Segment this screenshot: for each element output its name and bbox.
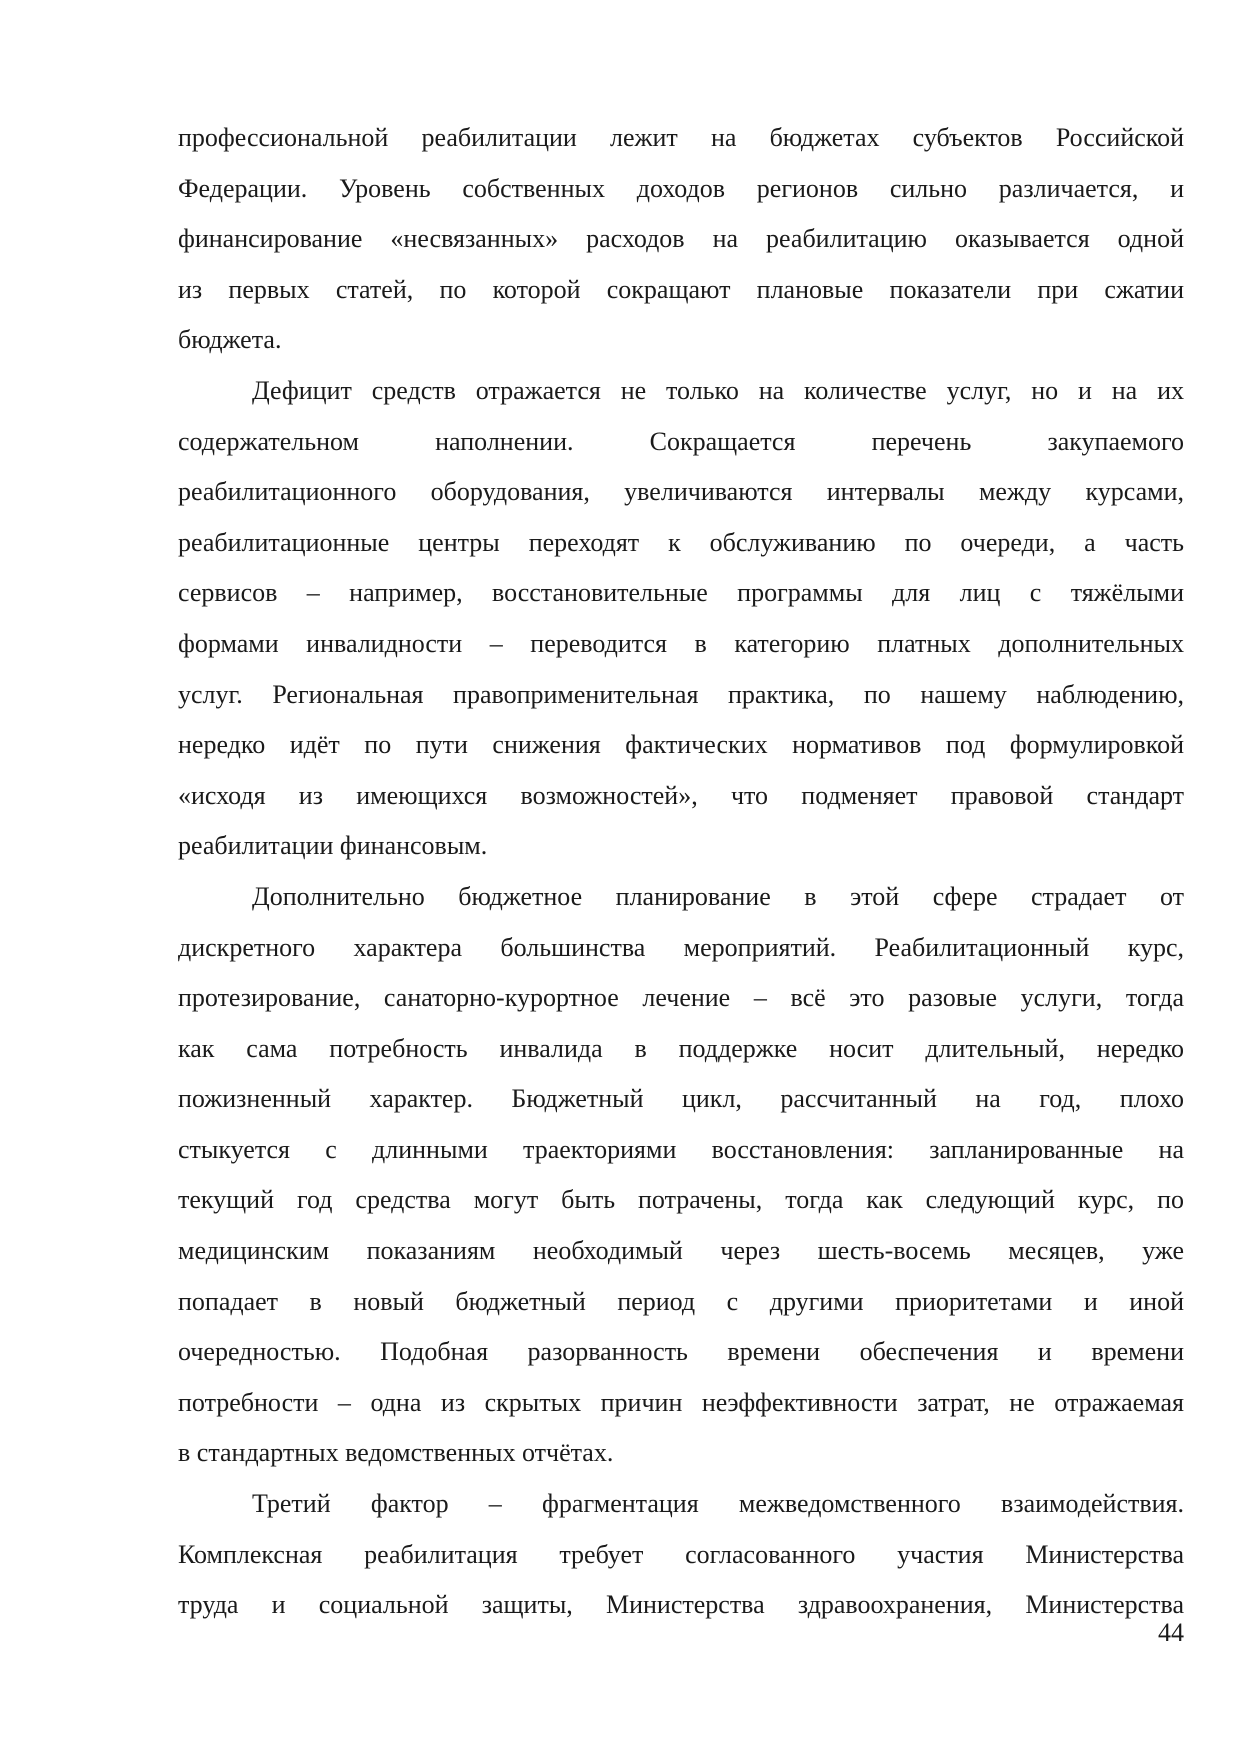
text-line: очередностью. Подобная разорванность времени обеспечения и времени [178, 1337, 1184, 1367]
body-text [178, 113, 1184, 1631]
text-line: нередко идёт по пути снижения фактических нормативов под формулировкой [178, 730, 1184, 760]
text-line: реабилитационного оборудования, увеличиваются интервалы между курсами, [178, 477, 1184, 507]
text-line: Комплексная реабилитация требует согласованного участия Министерства [178, 1539, 1184, 1569]
text-line: финансирование «несвязанных» расходов на реабилитацию оказывается одной [178, 224, 1184, 254]
text-line: труда и социальной защиты, Министерства здравоохранения, Министерства [178, 1590, 1184, 1620]
text-line: услуг. Региональная правоприменительная практика, по нашему наблюдению, [178, 679, 1184, 709]
text-line: медицинским показаниям необходимый через шесть-восемь месяцев, уже [178, 1236, 1184, 1266]
text-line: профессиональной реабилитации лежит на бюджетах субъектов Российской [178, 123, 1184, 152]
text-line: протезирование, санаторно-курортное лечение – всё это разовые услуги, тогда [178, 983, 1184, 1013]
text-line: дискретного характера большинства мероприятий. Реабилитационный курс, [178, 932, 1184, 962]
text-line: в стандартных ведомственных отчётах. [178, 1438, 614, 1468]
text-line: пожизненный характер. Бюджетный цикл, рассчитанный на год, плохо [178, 1084, 1184, 1114]
text-line: потребности – одна из скрытых причин неэффективности затрат, не отражаемая [178, 1387, 1184, 1417]
page-number: 44 [1158, 1618, 1184, 1647]
text-line: реабилитационные центры переходят к обслуживанию по очереди, а часть [178, 527, 1184, 557]
text-line: стыкуется с длинными траекториями восстановления: запланированные на [178, 1134, 1184, 1164]
text-line: Дефицит средств отражается не только на количестве услуг, но и на их [252, 375, 1184, 405]
text-line: как сама потребность инвалида в поддержке носит длительный, нередко [178, 1033, 1184, 1063]
text-line: Федерации. Уровень собственных доходов регионов сильно различается, и [178, 173, 1184, 203]
text-line: реабилитации финансовым. [178, 831, 488, 861]
text-line: формами инвалидности – переводится в категорию платных дополнительных [178, 628, 1184, 658]
text-line: Дополнительно бюджетное планирование в этой сфере страдает от [252, 881, 1184, 911]
text-line: бюджета. [178, 325, 282, 355]
text-line: текущий год средства могут быть потрачены, тогда как следующий курс, по [178, 1185, 1184, 1215]
text-line: из первых статей, по которой сокращают плановые показатели при сжатии [178, 274, 1184, 304]
text-line: Третий фактор – фрагментация межведомственного взаимодействия. [252, 1489, 1184, 1519]
text-line: попадает в новый бюджетный период с другими приоритетами и иной [178, 1286, 1184, 1316]
text-line: содержательном наполнении. Сокращается перечень закупаемого [178, 426, 1184, 456]
text-line: «исходя из имеющихся возможностей», что подменяет правовой стандарт [178, 780, 1184, 810]
text-line: сервисов – например, восстановительные программы для лиц с тяжёлыми [178, 578, 1184, 608]
